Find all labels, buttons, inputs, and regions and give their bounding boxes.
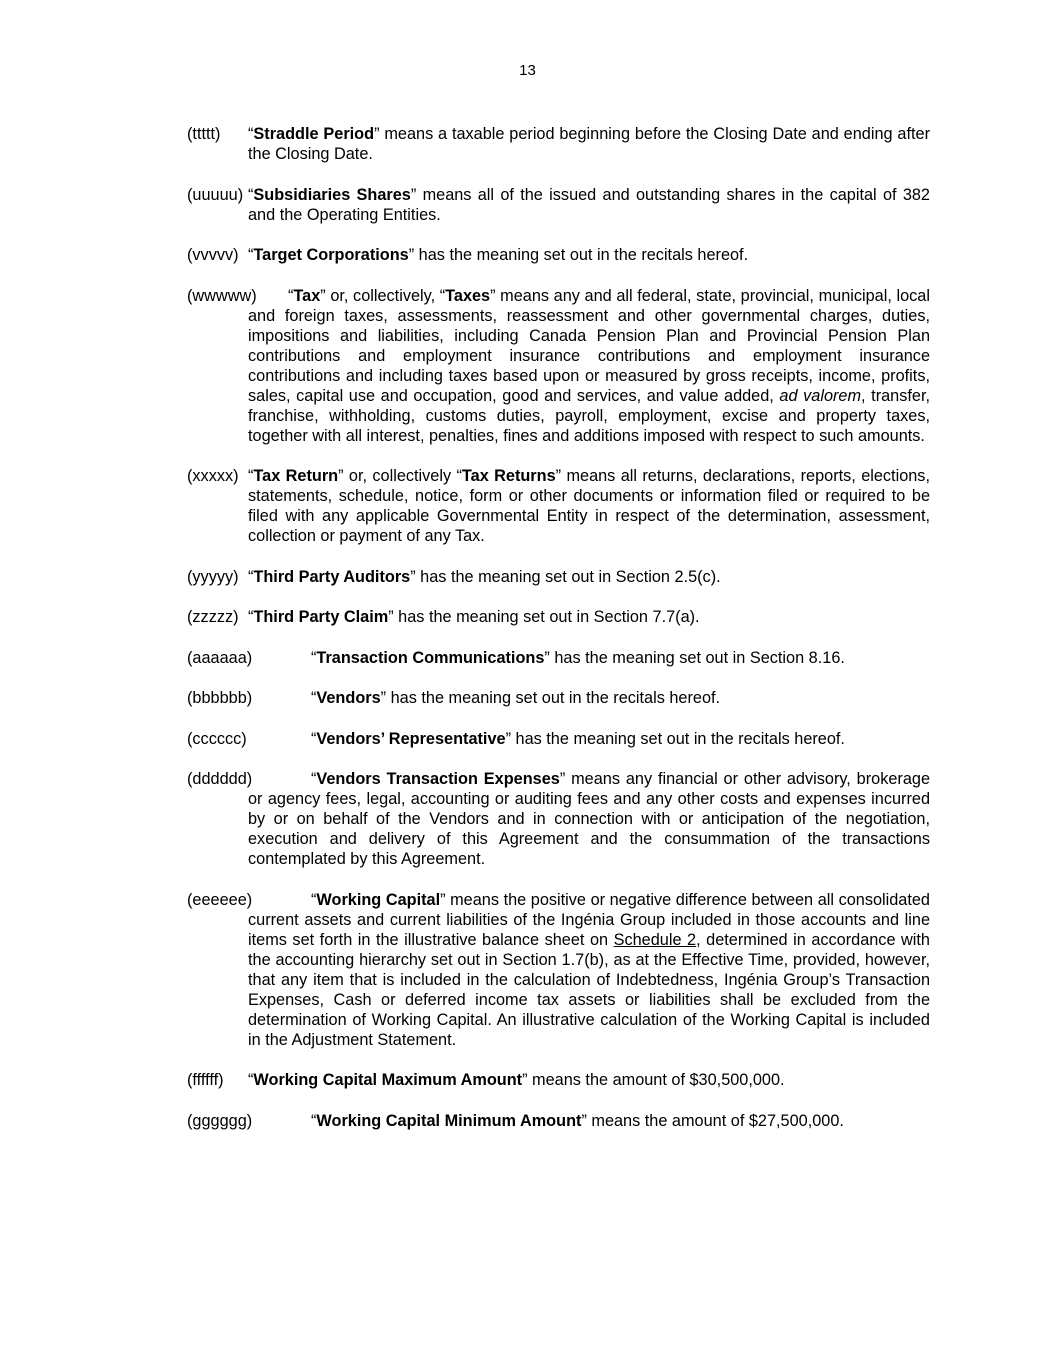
item-number: (bbbbbb): [187, 689, 253, 707]
definition-item: (vvvvv) “Target Corporations” has the meaning set out in the recitals hereof.: [187, 246, 749, 264]
defined-term: Tax Return: [253, 467, 339, 485]
item-number: (gggggg): [187, 1111, 253, 1130]
defined-term: Tax Returns: [461, 467, 556, 485]
definition-item: (ffffff) “Working Capital Maximum Amount” means the amount of $30,500,000.: [187, 1071, 785, 1089]
italic-term: ad valorem: [779, 386, 862, 405]
defined-term: Straddle Period: [253, 125, 375, 143]
item-number: (vvvvv): [187, 246, 239, 264]
item-number: (aaaaaa): [187, 648, 253, 667]
definition-text: ” means all returns, declarations, reports, elections, statements, schedule, notice, form or other documents or information filed or required to be filed with any applicable Governmental Entity in respect of the determination, assessment, collection or payment of any Tax.: [248, 467, 930, 545]
definition-text: ” has the meaning set out in Section 2.5(c).: [410, 567, 721, 586]
defined-term: Transaction Communications: [316, 648, 545, 667]
defined-term: Vendors: [316, 689, 381, 707]
item-number: (yyyyy): [187, 567, 239, 586]
definition-item: (gggggg) “Working Capital Minimum Amount” means the amount of $27,500,000.: [187, 1111, 844, 1130]
defined-term: Working Capital Minimum Amount: [316, 1111, 582, 1130]
definition-text: ” has the meaning set out in the recitals hereof.: [380, 689, 721, 707]
definition-text: ” means the positive or negative difference between all consolidated current assets and current liabilities of the Ingénia Group included in those accounts and line items set forth in the illustrative balance sheet on: [248, 890, 930, 949]
definition-text: , determined in accordance with the accounting hierarchy set out in Section 1.7(b), as at the Effective Time, provided, however, that any item that is included in the calculation of Indebtedness, Ingénia Group’s Transaction Expenses, Cash or deferred income tax assets or liabilities shall be excluded from the determination of Working Capital. An illustrative calculation of the Working Capital is included in the Adjustment Statement.: [248, 930, 930, 1049]
schedule-reference: Schedule 2: [613, 930, 697, 949]
definition-item: (uuuuu) “Subsidiaries Shares” means all of the issued and outstanding shares in the capital of 382 and the Operating Entities.: [187, 185, 930, 224]
item-number: (zzzzz): [187, 608, 239, 626]
definition-text: ” has the meaning set out in the recitals hereof.: [505, 729, 845, 748]
item-number: (wwwww): [187, 286, 257, 305]
item-number: (dddddd): [187, 770, 253, 788]
defined-term: Target Corporations: [253, 246, 409, 264]
definition-item: (bbbbbb) “Vendors” has the meaning set out in the recitals hereof.: [187, 689, 721, 707]
definition-item: (ttttt) “Straddle Period” means a taxable period beginning before the Closing Date and ending after the Closing Date.: [187, 125, 930, 163]
defined-term: Vendors Transaction Expenses: [316, 770, 560, 788]
definition-text: ” has the meaning set out in the recitals hereof.: [408, 246, 749, 264]
definition-item: (aaaaaa) “Transaction Communications” has the meaning set out in Section 8.16.: [187, 648, 845, 667]
definition-item: (yyyyy) “Third Party Auditors” has the meaning set out in Section 2.5(c).: [187, 567, 721, 586]
defined-term: Taxes: [445, 286, 491, 305]
defined-term: Subsidiaries Shares: [253, 185, 411, 204]
definition-text: ” or, collectively “: [338, 467, 462, 485]
defined-term: Tax: [293, 286, 321, 305]
item-number: (cccccc): [187, 729, 247, 748]
definition-text: ” has the meaning set out in Section 7.7(a).: [388, 608, 700, 626]
definition-text: , transfer, franchise, withholding, customs duties, payroll, employment, excise and property taxes, together with all interest, penalties, fines and additions imposed with respect to such amounts.: [248, 386, 930, 445]
defined-term: Third Party Claim: [253, 608, 389, 626]
definition-text: ” has the meaning set out in Section 8.16.: [544, 648, 845, 667]
item-number: (ffffff): [187, 1071, 224, 1089]
page-number: 13: [519, 62, 536, 79]
definition-item: (dddddd) “Vendors Transaction Expenses” means any financial or other advisory, brokerage or agency fees, legal, accounting or auditing fees and any other costs and expenses incurred by or on behalf of the Vendors and in connection with or anticipation of the negotiation, execution and delivery of this Agreement and the consummation of the transactions contemplated by this Agreement.: [187, 770, 930, 868]
item-number: (uuuuu): [187, 185, 244, 204]
item-number: (eeeeee): [187, 890, 253, 909]
item-number: (ttttt): [187, 125, 221, 143]
definitions-list: [187, 124, 930, 1151]
definition-text: ” means a taxable period beginning before the Closing Date and ending after the Closing Date.: [248, 125, 930, 163]
definition-item: (zzzzz) “Third Party Claim” has the meaning set out in Section 7.7(a).: [187, 608, 700, 626]
definition-item: (eeeeee) “Working Capital” means the positive or negative difference between all consolidated current assets and current liabilities of the Ingénia Group included in those accounts and line items set forth in the illustrative balance sheet on Schedule 2, determined in accordance with the accounting hierarchy set out in Section 1.7(b), as at the Effective Time, provided, however, that any item that is included in the calculation of Indebtedness, Ingénia Group’s Transaction Expenses, Cash or deferred income tax assets or liabilities shall be excluded from the determination of Working Capital. An illustrative calculation of the Working Capital is included in the Adjustment Statement.: [187, 890, 930, 1049]
definition-text: ” means all of the issued and outstanding shares in the capital of 382 and the Operating Entities.: [248, 185, 930, 224]
defined-term: Third Party Auditors: [253, 567, 411, 586]
definition-text: ” means any financial or other advisory, brokerage or agency fees, legal, accounting or auditing fees and any other costs and expenses incurred by or on behalf of the Vendors and in connection with or anticipation of the negotiation, execution and delivery of this Agreement and the consummation of the transactions contemplated by this Agreement.: [248, 770, 930, 868]
defined-term: Working Capital: [316, 890, 441, 909]
definition-item: (wwwww) “Tax” or, collectively, “Taxes” means any and all federal, state, provincial, municipal, local and foreign taxes, assessments, reassessment and other governmental charges, duties, impositions and liabilities, including Canada Pension Plan and Provincial Pension Plan contributions and employment insurance contributions and employment insurance contributions and including taxes based upon or measured by gross receipts, income, profits, sales, capital use and occupation, good and services, and value added, ad valorem, transfer, franchise, withholding, customs duties, payroll, employment, excise and property taxes, together with all interest, penalties, fines and additions imposed with respect to such amounts.: [187, 286, 930, 445]
definition-text: ” or, collectively, “: [320, 286, 446, 305]
defined-term: Working Capital Maximum Amount: [253, 1071, 523, 1089]
item-number: (xxxxx): [187, 467, 239, 485]
definition-item: (xxxxx) “Tax Return” or, collectively “Tax Returns” means all returns, declarations, reports, elections, statements, schedule, notice, form or other documents or information filed or required to be filed with any applicable Governmental Entity in respect of the determination, assessment, collection or payment of any Tax.: [187, 467, 930, 545]
definition-text: ” means the amount of $30,500,000.: [522, 1071, 785, 1089]
defined-term: Vendors’ Representative: [316, 729, 506, 748]
definition-text: ” means the amount of $27,500,000.: [581, 1111, 844, 1130]
definition-text: ” means any and all federal, state, provincial, municipal, local and foreign taxes, assessments, reassessment and other governmental charges, duties, impositions and liabilities, including Canada Pension Plan and Provincial Pension Plan contributions and employment insurance contributions and employment insurance contributions and including taxes based upon or measured by gross receipts, income, profits, sales, capital use and occupation, good and services, and value added,: [248, 286, 930, 405]
definition-item: (cccccc) “Vendors’ Representative” has the meaning set out in the recitals hereof.: [187, 729, 845, 748]
